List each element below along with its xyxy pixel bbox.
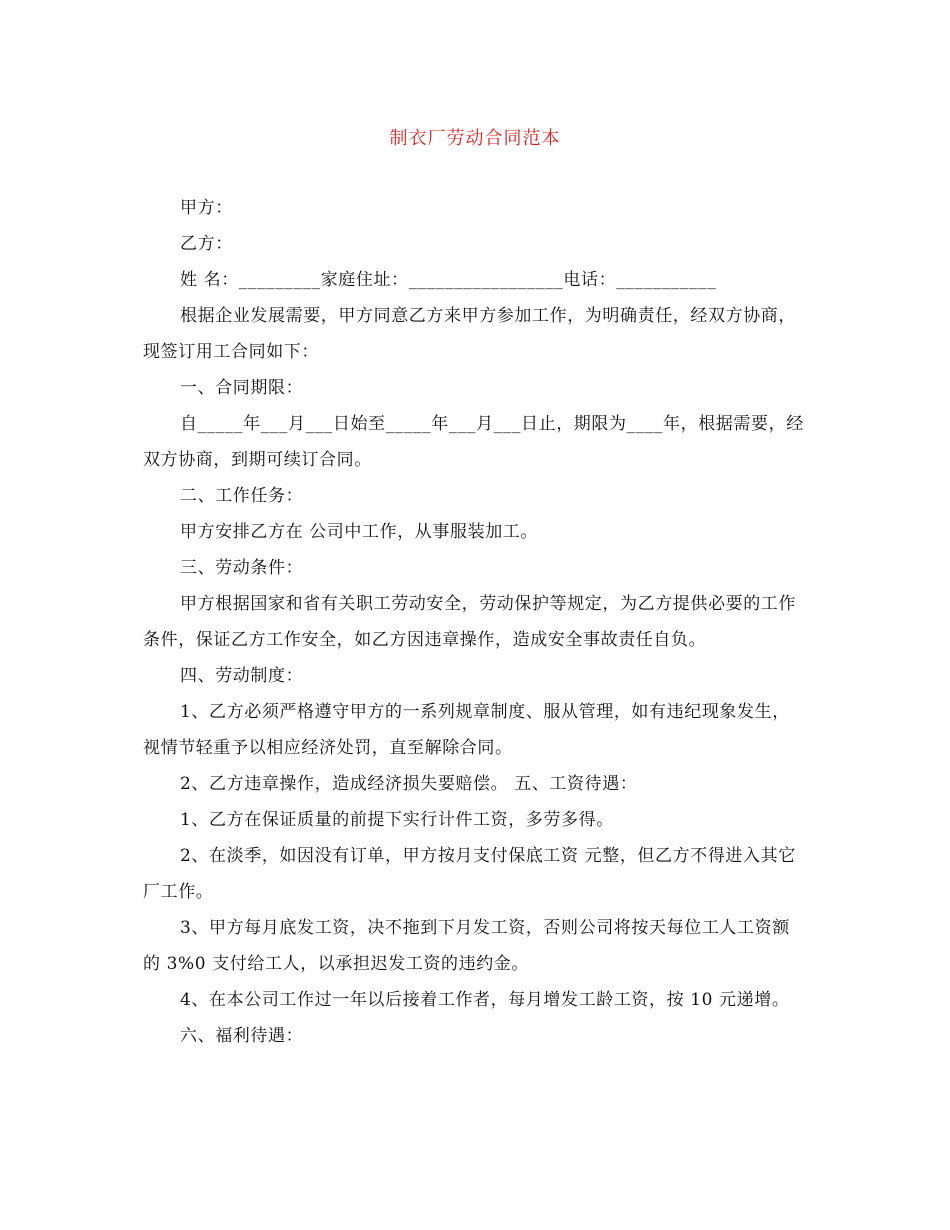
task-paragraph: 甲方安排乙方在 公司中工作，从事服装加工。 [180,522,539,542]
conditions-paragraph: 甲方根据国家和省有关职工劳动安全，劳动保护等规定，为乙方提供必要的工作条件，保证乙方工作安全，如乙方因违章操作，造成安全事故责任自负。 [143,594,796,650]
party-b-line: 乙方： [180,234,233,254]
section-heading-task: 二、工作任务： [180,486,304,506]
wage-item-4: 4、在本公司工作过一年以后接着工作者，每月增发工龄工资，按 10 元递增。 [180,990,790,1010]
preamble-paragraph: 根据企业发展需要，甲方同意乙方来甲方参加工作，为明确责任，经双方协商，现签订用工合同如下： [143,306,796,362]
wage-item-3: 3、甲方每月底发工资，决不拖到下月发工资，否则公司将按天每位工人工资额的 3%0 支付给工人，以承担迟发工资的违约金。 [143,918,790,974]
document-title: 制衣厂劳动合同范本 [389,128,561,149]
document-body [143,190,805,1054]
party-a-line: 甲方： [180,198,233,218]
section-heading-term: 一、合同期限： [180,378,304,398]
term-paragraph: 自_____年___月___日始至_____年___月___日止，期限为____年，根据需要，经双方协商，到期可续订合同。 [143,414,804,470]
rules-item-1: 1、乙方必须严格遵守甲方的一系列规章制度、服从管理，如有违纪现象发生，视情节轻重予以相应经济处罚，直至解除合同。 [143,702,790,758]
rules-item-2: 2、乙方违章操作，造成经济损失要赔偿。 五、工资待遇： [180,774,638,794]
personal-info-line: 姓 名：_________家庭住址：_________________电话：___________ [180,270,717,290]
wage-item-1: 1、乙方在保证质量的前提下实行计件工资，多劳多得。 [180,810,614,830]
section-heading-rules: 四、劳动制度： [180,666,304,686]
wage-item-2: 2、在淡季，如因没有订单，甲方按月支付保底工资 元整，但乙方不得进入其它厂工作。 [143,846,796,902]
section-heading-conditions: 三、劳动条件： [180,558,304,578]
section-heading-welfare: 六、福利待遇： [180,1026,304,1046]
